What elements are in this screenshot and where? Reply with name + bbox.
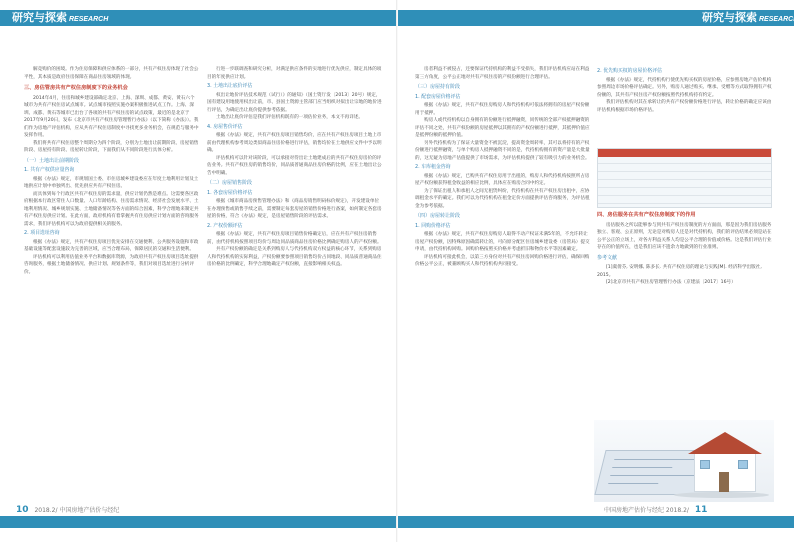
subsection-heading: （三）房屋持有阶段 xyxy=(415,84,461,90)
page-gutter xyxy=(396,0,398,542)
subsection-heading: （一）土地出让前期阶段 xyxy=(24,157,80,164)
paragraph: 根据《办法》规定，共有产权住房项目销售均价，应在共有产权住房项目土地上市前由代理机构参考周边类似商品住房价格进行评估，销售均价在土地供应文件中予以明确。 xyxy=(207,133,382,153)
house-shadow xyxy=(674,492,769,498)
subsection-heading: （二）房屋销售阶段 xyxy=(207,180,253,186)
paragraph: 评估机构可以利用估值业务平台和数据库资源，为政府共有产权住房项目选址提供咨询服务，根据土地储备情况、供应计划、规划条件等，我们对项目选址进行分析评价。 xyxy=(24,254,199,275)
figure-row xyxy=(598,173,771,180)
paragraph: 根据《办法》规定，共有产权住房项目优先安排在交通便利、公共服务设施和市政基础设施等配套设施较为完善的区域，应当合理布局，保障居民的交通和生活便利。 xyxy=(24,239,199,252)
blueprint-line xyxy=(614,459,694,460)
column-3 xyxy=(415,66,590,506)
paragraph: 土地出让底价评估是我们评估机构既有的一项估价业务，本文不再详述。 xyxy=(216,115,364,120)
item-heading: 1. 共有产权供应量咨询 xyxy=(24,167,75,173)
paragraph: 而具体到每个行政区共有产权住房的需求量，供应计划仍然是难点。这需要各区政府根据本行政区常住人口数量、人口年龄结构、住房需求情况、经济社会发展水平、土地利用情况、城乡规划实施、土地储备情况等各方面的综合因素，科学合理地来制定共有产权住房供应计划。在此方面，政府机构有着掌握共有住房供应计划方面的咨询服务需求，我们评估机构可以为政府提供相关的服务。 xyxy=(24,191,199,227)
paragraph: 购房人或代持机构以自身拥有的份额进行抵押融资，同传统的全部产权抵押融资的评估不同之处，共有产权份额的房屋抵押以其拥有的产权份额进行抵押，其抵押价值应是抵押份额的抵押价值。 xyxy=(415,118,590,138)
house-door xyxy=(719,472,729,492)
paragraph: 根据《办法》规定，共有产权住房购房人取得不动产权证未满5年的，不允许转让房屋产权份额，因特殊原因确需转让的，可向原分配区住房城乡建设委（房管局）提交申请，由代持机构回购。回购价格按照买价格并考虑折旧和物价水平等因素确定。 xyxy=(415,232,590,252)
blueprint-line xyxy=(608,483,658,484)
column-1 xyxy=(24,66,199,506)
item-heading: 2. 产权份额评估 xyxy=(207,222,243,229)
paragraph: 共有产权份额的确定是关系到购房人与代持机构双方权益的核心环节，关系到购房人和代持机构的实际利益，产权份额要参照项目销售均价占同地段、同品质普通商品住房价格的比例确定，科学合理地确定产权份额，直接影响相关权益。 xyxy=(207,247,382,267)
paragraph: 另外代持机构为了保证大量资金不被沉淀，提高资金周转率，其可以将持有的产权份额进行抵押融资，与单个购房人抵押融资不同的是，代持机构拥有的资产量是大批量的，这无疑为房地产估值提供了市场需求，为评估机构提供了较有吸引力的业务机会。 xyxy=(415,140,590,161)
figure-row xyxy=(598,189,771,196)
reference-item: [1]虞倩芬, 安明娜, 陈多长. 共有产权住房的理论与实践[M]. 经济科学出版社, 2015。 xyxy=(597,265,762,278)
reference-item: [2]北京市共有产权住房管理暂行办法（京建法〔2017〕16号） xyxy=(606,280,736,285)
item-heading: 2. 优先购买权的房屋价格评估 xyxy=(597,68,662,74)
paragraph: 我们将共有产权住房整个周期分为四个阶段，分别为土地出让前期阶段、房屋销售阶段、房屋持有阶段、房屋转让阶段，下面我们从不同阶段进行具体分析。 xyxy=(24,140,199,153)
house-illustration xyxy=(594,420,774,502)
footer-bar-right xyxy=(398,516,794,528)
house-window xyxy=(700,460,710,469)
paragraph: 根据《城市商品房预售管理办法》和《商品房销售明码标价规定》，开发建设单位在办理预售或销售手续之前，需要制定每套房屋的销售价格进行备案，如何制定各套房屋的价格，符合《办法》规定，是房屋销售阶段的评估需求。 xyxy=(207,199,382,219)
house-roof xyxy=(688,432,762,454)
paragraph: 行进一步联调查和研究分析，对满足供应条件的实地进行优先供应，制定具体的项目的年度供应计划。 xyxy=(207,67,382,80)
item-heading: 2. 项目选址咨询 xyxy=(24,230,60,236)
header-title-right: 研究与探索 RESEARCH xyxy=(702,12,798,24)
footer-bar-left xyxy=(0,516,396,528)
figure-row xyxy=(598,181,771,188)
paragraph: 评估机构可以针对该阶段，可以承接对待出让土地建成后的共有产权住房房价的评估业务。共有产权住房的销售均价，同品质普通商品住房价格的比例，应在土地出让公告中明确。 xyxy=(207,155,382,176)
paragraph: 评估机构可接此机会，以第三方身份对共有产权住房回购价格进行评估，确保回购价格公平公正，被兼顾购买人和代持机构共同接受。 xyxy=(415,254,590,267)
figure-row xyxy=(598,157,771,164)
page-number-right: 11 xyxy=(694,505,708,515)
item-heading: 3. 土地出让底价评估 xyxy=(207,83,253,89)
blueprint-line xyxy=(612,467,672,468)
paragraph: 根据《办法》规定，已购共有产权住房用于出租的，购房人和代持机构按照所占房屋产权份额获得租金收益的相应比例，具体应在购房合同中约定。 xyxy=(415,173,590,186)
section-heading: 三、房估管房共有产权住房制度下的业务机会 xyxy=(24,85,128,91)
paragraph: 房者利益不被侵占，还要保证代持机构的利益不受损失，我们评估机构应站在利益第三方角度，公平公正地对共有产权住房的产权份额进行合理评估。 xyxy=(415,67,590,80)
paragraph: 2014年4月，住房和城乡建设部确定北京、上海、深圳、成都、黄安、黄石六个城市为共有产权住房试点城市。试点城市按照实施办案积极推进试点工作。上海、深圳、成都、黄石等城市已出台了各项的共有产权住房的试点政策，最近的是北京于2017年9月20日，发布《北京市共有产权住房管理暂行办法》（以下简称《办法》）。我们作为房地产评估机构，应从共有产权住房制度中寻找更多业务机会，在规范与服务中发挥作用。 xyxy=(24,95,199,138)
footer-issue-left: 2018.2/ 中国房地产估价与经纪 xyxy=(34,507,120,514)
process-table-figure xyxy=(597,148,772,208)
subsection-heading: （四）房屋转让阶段 xyxy=(415,213,461,219)
footer-issue-right: 中国房地产估价与经纪 2018.2/ xyxy=(604,507,689,514)
figure-row xyxy=(598,197,771,204)
house-window xyxy=(738,460,748,469)
page-number-left: 10 xyxy=(16,505,29,515)
paragraph: 房估服务之所以能够参与到共有产权住房制度的方方面面，那是因为我们房估服务独立、客观、公正原则，无论是对购房人还是对代持机构，我们的评估结果必须是站在公平公正的立场上，对各方利益关系人均是公平合理的价值或价格。这是我们评估行业存在的价值所在，也是我们应该不遗余力地做到的行业准则。 xyxy=(597,222,772,250)
header-title-left: 研究与探索 RESEARCH xyxy=(12,12,109,24)
item-heading: 1. 各套房屋价格评估 xyxy=(207,189,253,196)
paragraph: 解竞购价的困境。作为住房保障和供应体系的一部分，共有产权住房体现了社会公平性，其本质是政府住房保障在商品住房领域的体现。 xyxy=(24,67,199,80)
paragraph: 我们评估机构对其在承转让的共有产权份额价格进行评估，转让价格的确定应该由评估机构根据市场价格评估。 xyxy=(597,100,772,113)
paragraph: 根据《办法》规定，共有产权住房项目销售价格确定后，应在共有产权住房销售前，由代持机构按照项目均价与周边同品质商品住房价格比例确定购房人的产权份额。 xyxy=(207,232,382,245)
paragraph: 权出让地价评估技术规范（试行）》的通知》（国土资厅发〔2013〕20号）规定，国有建设用地使用权出让前，市、县国土资源主管部门应当组织对拟出让宗地的地价进行评估，为确定出让底价提供参考依据。 xyxy=(207,92,382,113)
paragraph: 根据《办法》规定，市规划国土委、市住房城乡建设委应在年度土地利用计划及土地供应计划中单独列出、优先供应共有产权住房。 xyxy=(24,176,199,189)
references-heading: 参考文献 xyxy=(597,254,618,261)
item-heading: 1. 回购价格评估 xyxy=(415,222,451,229)
figure-row xyxy=(598,165,771,172)
figure-header xyxy=(598,149,771,157)
paragraph: 根据《办法》规定，共有产权住房购房人和代持机构可依法将拥有的房屋产权份额用于抵押。 xyxy=(415,103,590,116)
paragraph: 根据《办法》规定，代持机构行使优先购买权的房屋价格，应参照房地产估价机构参照周边市场价格评估确定。另外，购房人通过购买、继承、受赠等方式取得拥有产权份额的，其共有产权住房产权份额按照代持机构持有约定。 xyxy=(597,77,772,98)
section-heading: 四、房估服务在共有产权住房制度下的作用 xyxy=(597,212,696,218)
item-heading: 1. 配套房屋价格评估 xyxy=(415,93,461,100)
paragraph: 为了保证出租人和承租人之间无租赁纠纷，代持机构在共有产权住房出租中，应协调租金水平的确定。我们可以为代持机构在租金定价方面提供评估咨询服务，为评估租金为参考依据。 xyxy=(415,188,590,209)
item-heading: 4. 房屋售价评估 xyxy=(207,123,243,130)
item-heading: 2. 车库租金咨询 xyxy=(415,164,451,170)
column-2 xyxy=(207,66,382,506)
blueprint-line xyxy=(610,475,700,476)
